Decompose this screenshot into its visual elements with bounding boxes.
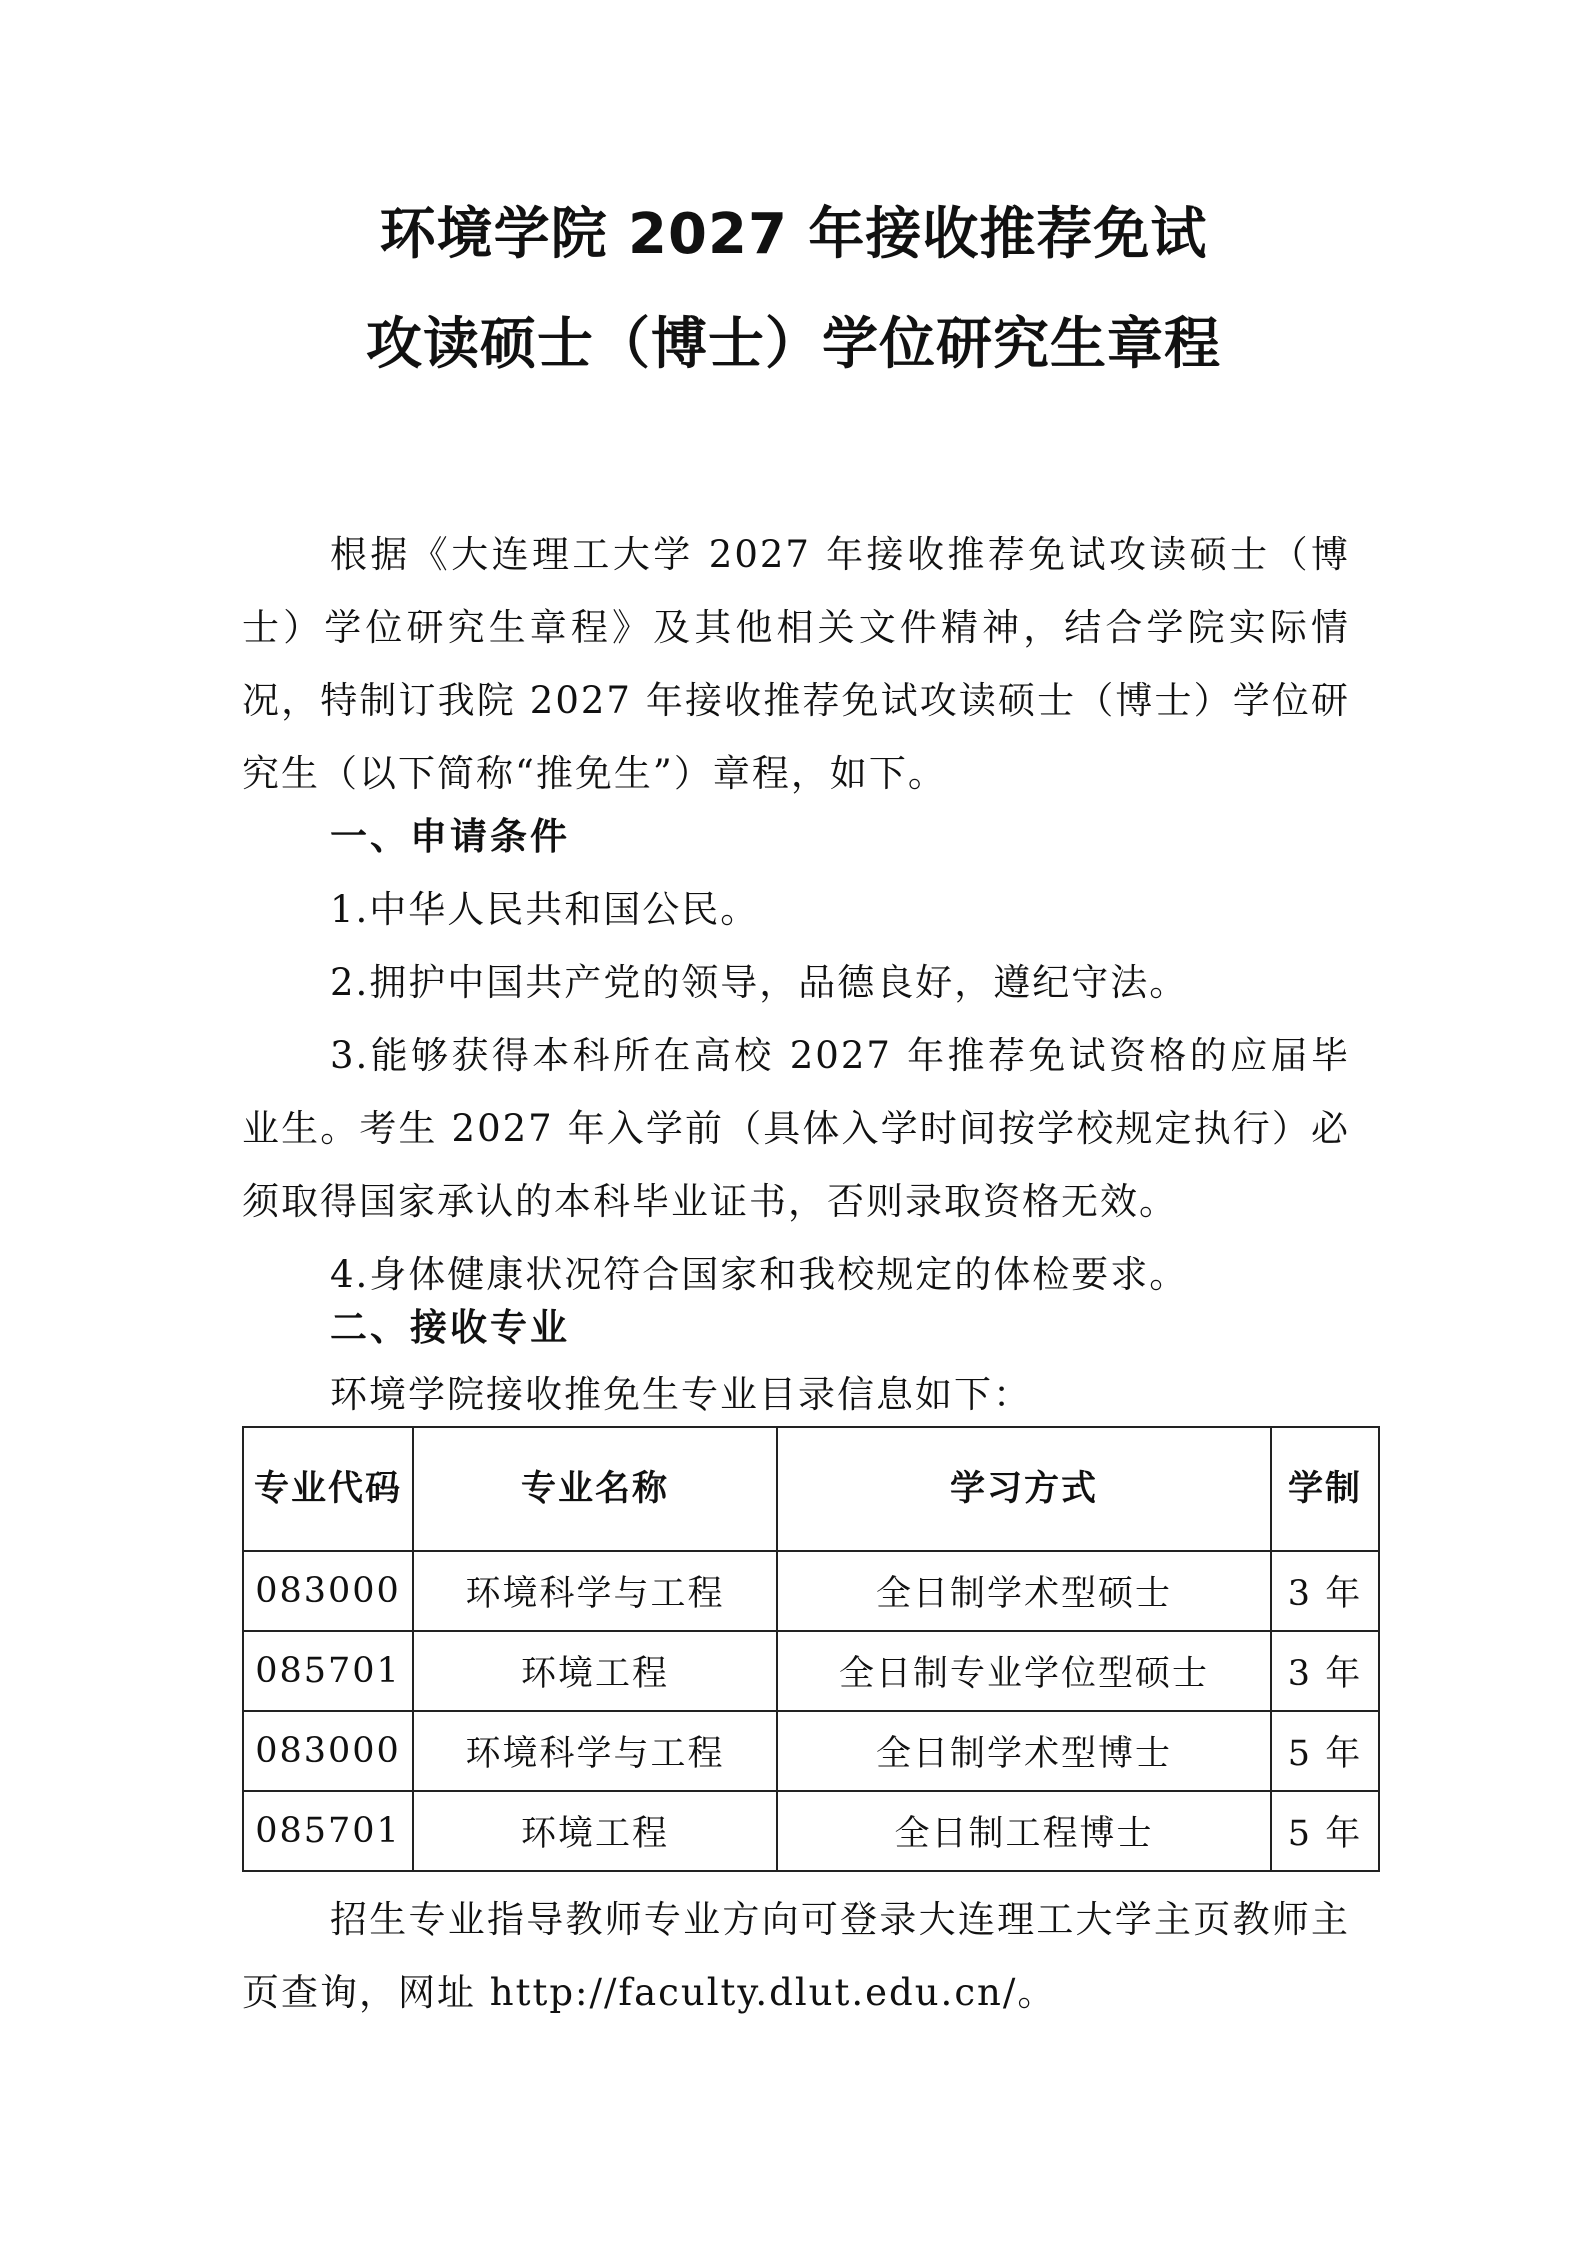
cell-study-mode: 全日制学术型硕士	[777, 1551, 1271, 1631]
cell-study-mode: 全日制学术型博士	[777, 1711, 1271, 1791]
header-duration: 学制	[1271, 1427, 1379, 1551]
requirement-item-3: 3.能够获得本科所在高校 2027 年推荐免试资格的应届毕业生。考生 2027 年入学前（具体入学时间按学校规定执行）必须取得国家承认的本科毕业证书，否则录取资格无效。	[242, 1034, 1350, 1223]
cell-major-code: 085701	[243, 1631, 413, 1711]
cell-duration: 5 年	[1271, 1711, 1379, 1791]
table-row	[243, 1711, 1379, 1791]
table-row	[243, 1791, 1379, 1871]
table-row	[243, 1551, 1379, 1631]
cell-duration: 3 年	[1271, 1551, 1379, 1631]
cell-study-mode: 全日制专业学位型硕士	[777, 1631, 1271, 1711]
cell-major-code: 083000	[243, 1711, 413, 1791]
section-heading-requirements: 一、申请条件	[330, 815, 570, 858]
majors-lead-text: 环境学院接收推免生专业目录信息如下：	[330, 1373, 1032, 1416]
header-major-code: 专业代码	[243, 1427, 413, 1551]
cell-study-mode: 全日制工程博士	[777, 1791, 1271, 1871]
document-title-line-1: 环境学院 2027 年接收推荐免试	[379, 202, 1208, 267]
table-row	[243, 1631, 1379, 1711]
table-header-row	[243, 1427, 1379, 1551]
requirement-item-2: 2.拥护中国共产党的领导，品德良好，遵纪守法。	[330, 961, 1189, 1004]
cell-major-code: 083000	[243, 1551, 413, 1631]
cell-major-name: 环境科学与工程	[413, 1551, 777, 1631]
requirement-item-4: 4.身体健康状况符合国家和我校规定的体检要求。	[330, 1253, 1189, 1296]
section-heading-majors: 二、接收专业	[330, 1306, 570, 1349]
cell-duration: 5 年	[1271, 1791, 1379, 1871]
cell-major-name: 环境科学与工程	[413, 1711, 777, 1791]
faculty-info-note: 招生专业指导教师专业方向可登录大连理工大学主页教师主页查询，网址 http://faculty.dlut.edu.cn/。	[242, 1898, 1350, 2014]
cell-major-name: 环境工程	[413, 1791, 777, 1871]
majors-table	[242, 1426, 1380, 1872]
cell-duration: 3 年	[1271, 1631, 1379, 1711]
header-study-mode: 学习方式	[777, 1427, 1271, 1551]
cell-major-code: 085701	[243, 1791, 413, 1871]
header-major-name: 专业名称	[413, 1427, 777, 1551]
intro-paragraph: 根据《大连理工大学 2027 年接收推荐免试攻读硕士（博士）学位研究生章程》及其他相关文件精神，结合学院实际情况，特制订我院 2027 年接收推荐免试攻读硕士（博士）学位研究生（以下简称“推免生”）章程，如下。	[242, 533, 1350, 795]
document-title-line-2: 攻读硕士（博士）学位研究生章程	[366, 312, 1221, 377]
requirement-item-1: 1.中华人民共和国公民。	[330, 888, 760, 931]
cell-major-name: 环境工程	[413, 1631, 777, 1711]
